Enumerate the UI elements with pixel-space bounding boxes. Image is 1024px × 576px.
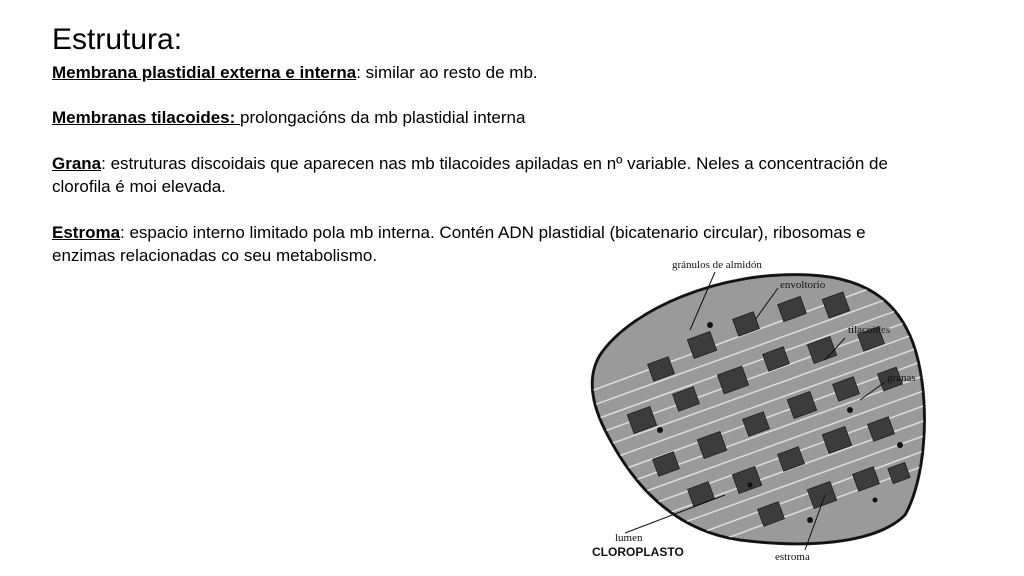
desc-tilacoides: prolongacións da mb plastidial interna (240, 108, 526, 127)
label-granulos-almidon: gránulos de almidón (672, 259, 762, 271)
label-envoltorio: envoltorio (780, 279, 826, 291)
label-granas: granas (887, 372, 916, 384)
term-estroma: Estroma (52, 223, 121, 242)
label-estroma: estroma (775, 551, 810, 563)
term-tilacoides: Membranas tilacoides: (52, 108, 241, 127)
desc-grana: : estruturas discoidais que aparecen nas mb tilacoides apiladas en nº variable. Neles a concentración de clorofila é moi elevada. (52, 154, 888, 196)
label-lumen: lumen (615, 532, 643, 544)
desc-membrana: : similar ao resto de mb. (356, 63, 538, 82)
term-grana: Grana (52, 154, 102, 173)
section-grana (52, 152, 932, 198)
slide-title: Estrutura: (52, 23, 183, 56)
section-tilacoides (52, 106, 932, 129)
chloroplast-figure (560, 250, 960, 570)
label-tilacoides: tilacoides (848, 324, 891, 336)
term-membrana: Membrana plastidial externa e interna (52, 63, 357, 82)
figure-caption: CLOROPLASTO (592, 545, 684, 559)
desc-estroma: : espacio interno limitado pola mb interna. Contén ADN plastidial (bicatenario circular), ribosomas e enzimas relacionadas co seu metabolismo. (52, 223, 866, 265)
section-membrana-externa (52, 61, 932, 84)
